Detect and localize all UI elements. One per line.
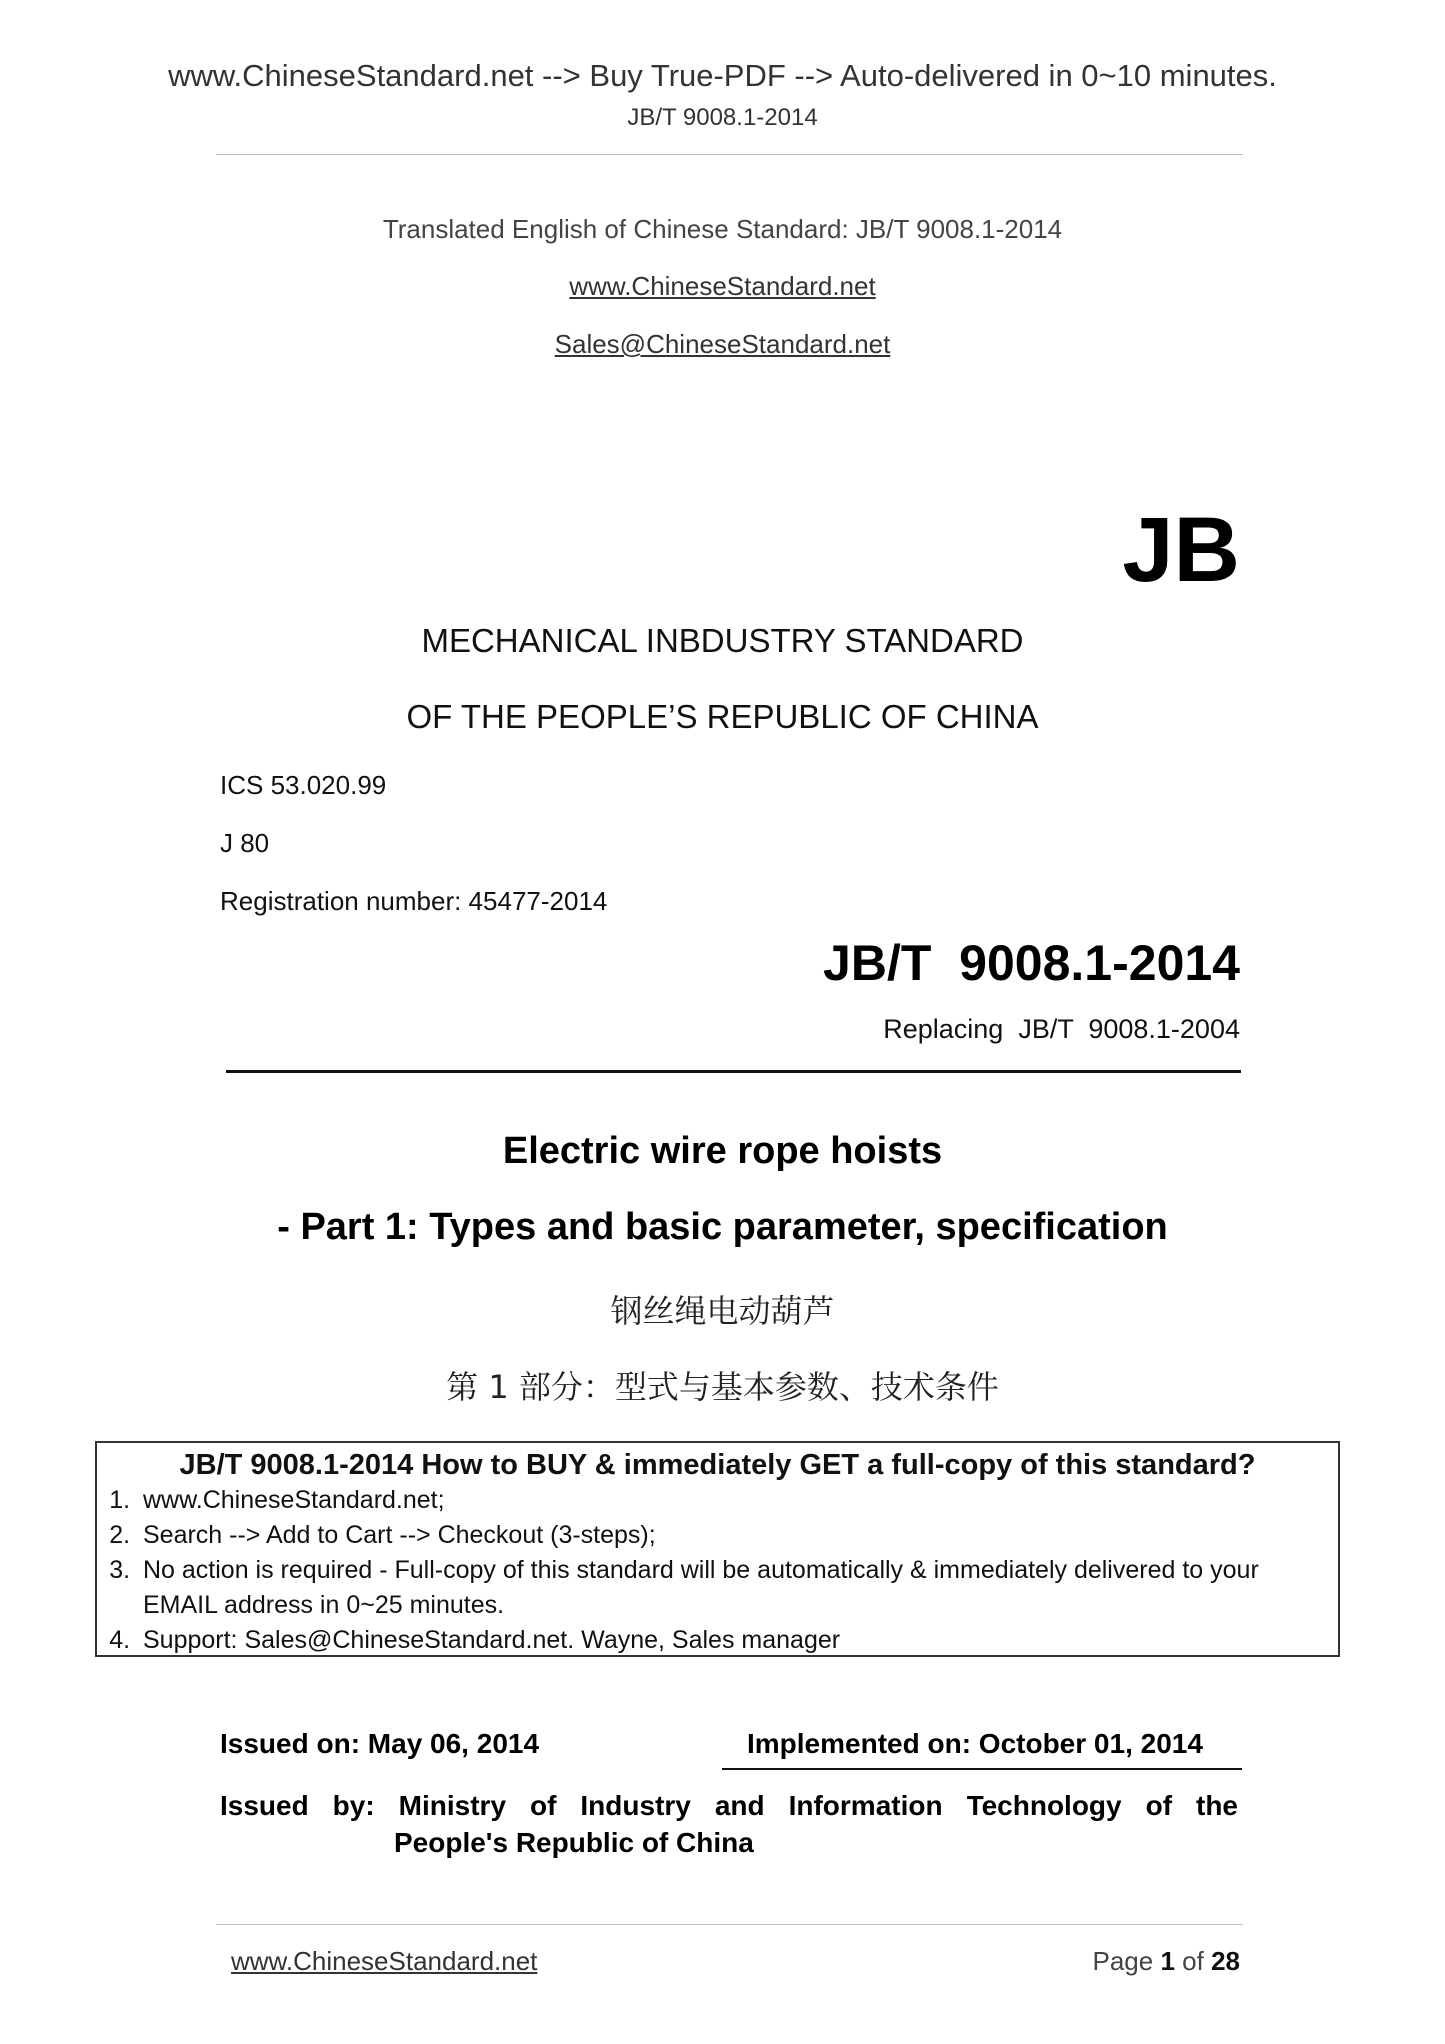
- implemented-date: Implemented on: October 01, 2014: [747, 1728, 1203, 1759]
- page-current: 1: [1160, 1946, 1175, 1976]
- translated-note: Translated English of Chinese Standard: JB/T 9008.1-2014: [382, 214, 1063, 244]
- chinese-title-1: 钢丝绳电动葫芦: [610, 1292, 835, 1330]
- header-code: JB/T 9008.1-2014: [627, 104, 818, 131]
- list-item: 1. www.ChineseStandard.net;: [137, 1483, 1328, 1518]
- footer-divider: [216, 1924, 1243, 1925]
- issued-by-line-1: Issued by: Ministry of Industry and Information Technology of the: [220, 1790, 1238, 1821]
- footer-website-wrap: [231, 1946, 537, 1977]
- date-underline: [722, 1768, 1242, 1770]
- category-mark: JB: [1122, 499, 1240, 601]
- website-link[interactable]: www.ChineseStandard.net: [569, 271, 876, 301]
- page-indicator: [1092, 1946, 1240, 1977]
- ministry-line-2: OF THE PEOPLE’S REPUBLIC OF CHINA: [406, 698, 1039, 735]
- email-link[interactable]: Sales@ChineseStandard.net: [554, 329, 891, 359]
- title-rule: [226, 1070, 1241, 1073]
- list-item: 3. No action is required - Full-copy of this standard will be automatically & immediately delivered to your EMAIL address in 0~25 minutes.: [137, 1553, 1328, 1623]
- footer-website-link[interactable]: www.ChineseStandard.net: [231, 1946, 538, 1976]
- replacing-note: Replacing JB/T 9008.1-2004: [883, 1014, 1240, 1044]
- buy-steps-list: [97, 1483, 1338, 1658]
- ccs-code: J 80: [220, 828, 270, 858]
- list-item: 4. Support: Sales@ChineseStandard.net. Wayne, Sales manager: [137, 1623, 1328, 1658]
- registration-number: Registration number: 45477-2014: [220, 886, 608, 916]
- chinese-title-2: 第 1 部分：型式与基本参数、技术条件: [446, 1368, 999, 1406]
- ics-code: ICS 53.020.99: [220, 770, 387, 800]
- page-of: of: [1182, 1946, 1204, 1976]
- issued-by-line-2: People's Republic of China: [394, 1827, 754, 1858]
- page-prefix: Page: [1092, 1946, 1154, 1976]
- website-link-wrap: [0, 271, 1445, 302]
- issued-date: Issued on: May 06, 2014: [220, 1728, 540, 1759]
- standard-code: JB/T 9008.1-2014: [823, 935, 1240, 991]
- header-banner: www.ChineseStandard.net --> Buy True-PDF --> Auto-delivered in 0~10 minutes.: [168, 58, 1277, 93]
- buy-box-heading: JB/T 9008.1-2014 How to BUY & immediately GET a full-copy of this standard?: [179, 1449, 1256, 1481]
- ministry-line-1: MECHANICAL INBDUSTRY STANDARD: [421, 622, 1024, 659]
- buy-instructions-box: [95, 1441, 1340, 1657]
- title-line-1: Electric wire rope hoists: [502, 1130, 943, 1172]
- title-line-2: - Part 1: Types and basic parameter, specification: [277, 1206, 1168, 1248]
- header-divider: [216, 154, 1243, 155]
- email-link-wrap: [0, 329, 1445, 360]
- list-item: 2. Search --> Add to Cart --> Checkout (3-steps);: [137, 1518, 1328, 1553]
- page-total: 28: [1211, 1946, 1240, 1976]
